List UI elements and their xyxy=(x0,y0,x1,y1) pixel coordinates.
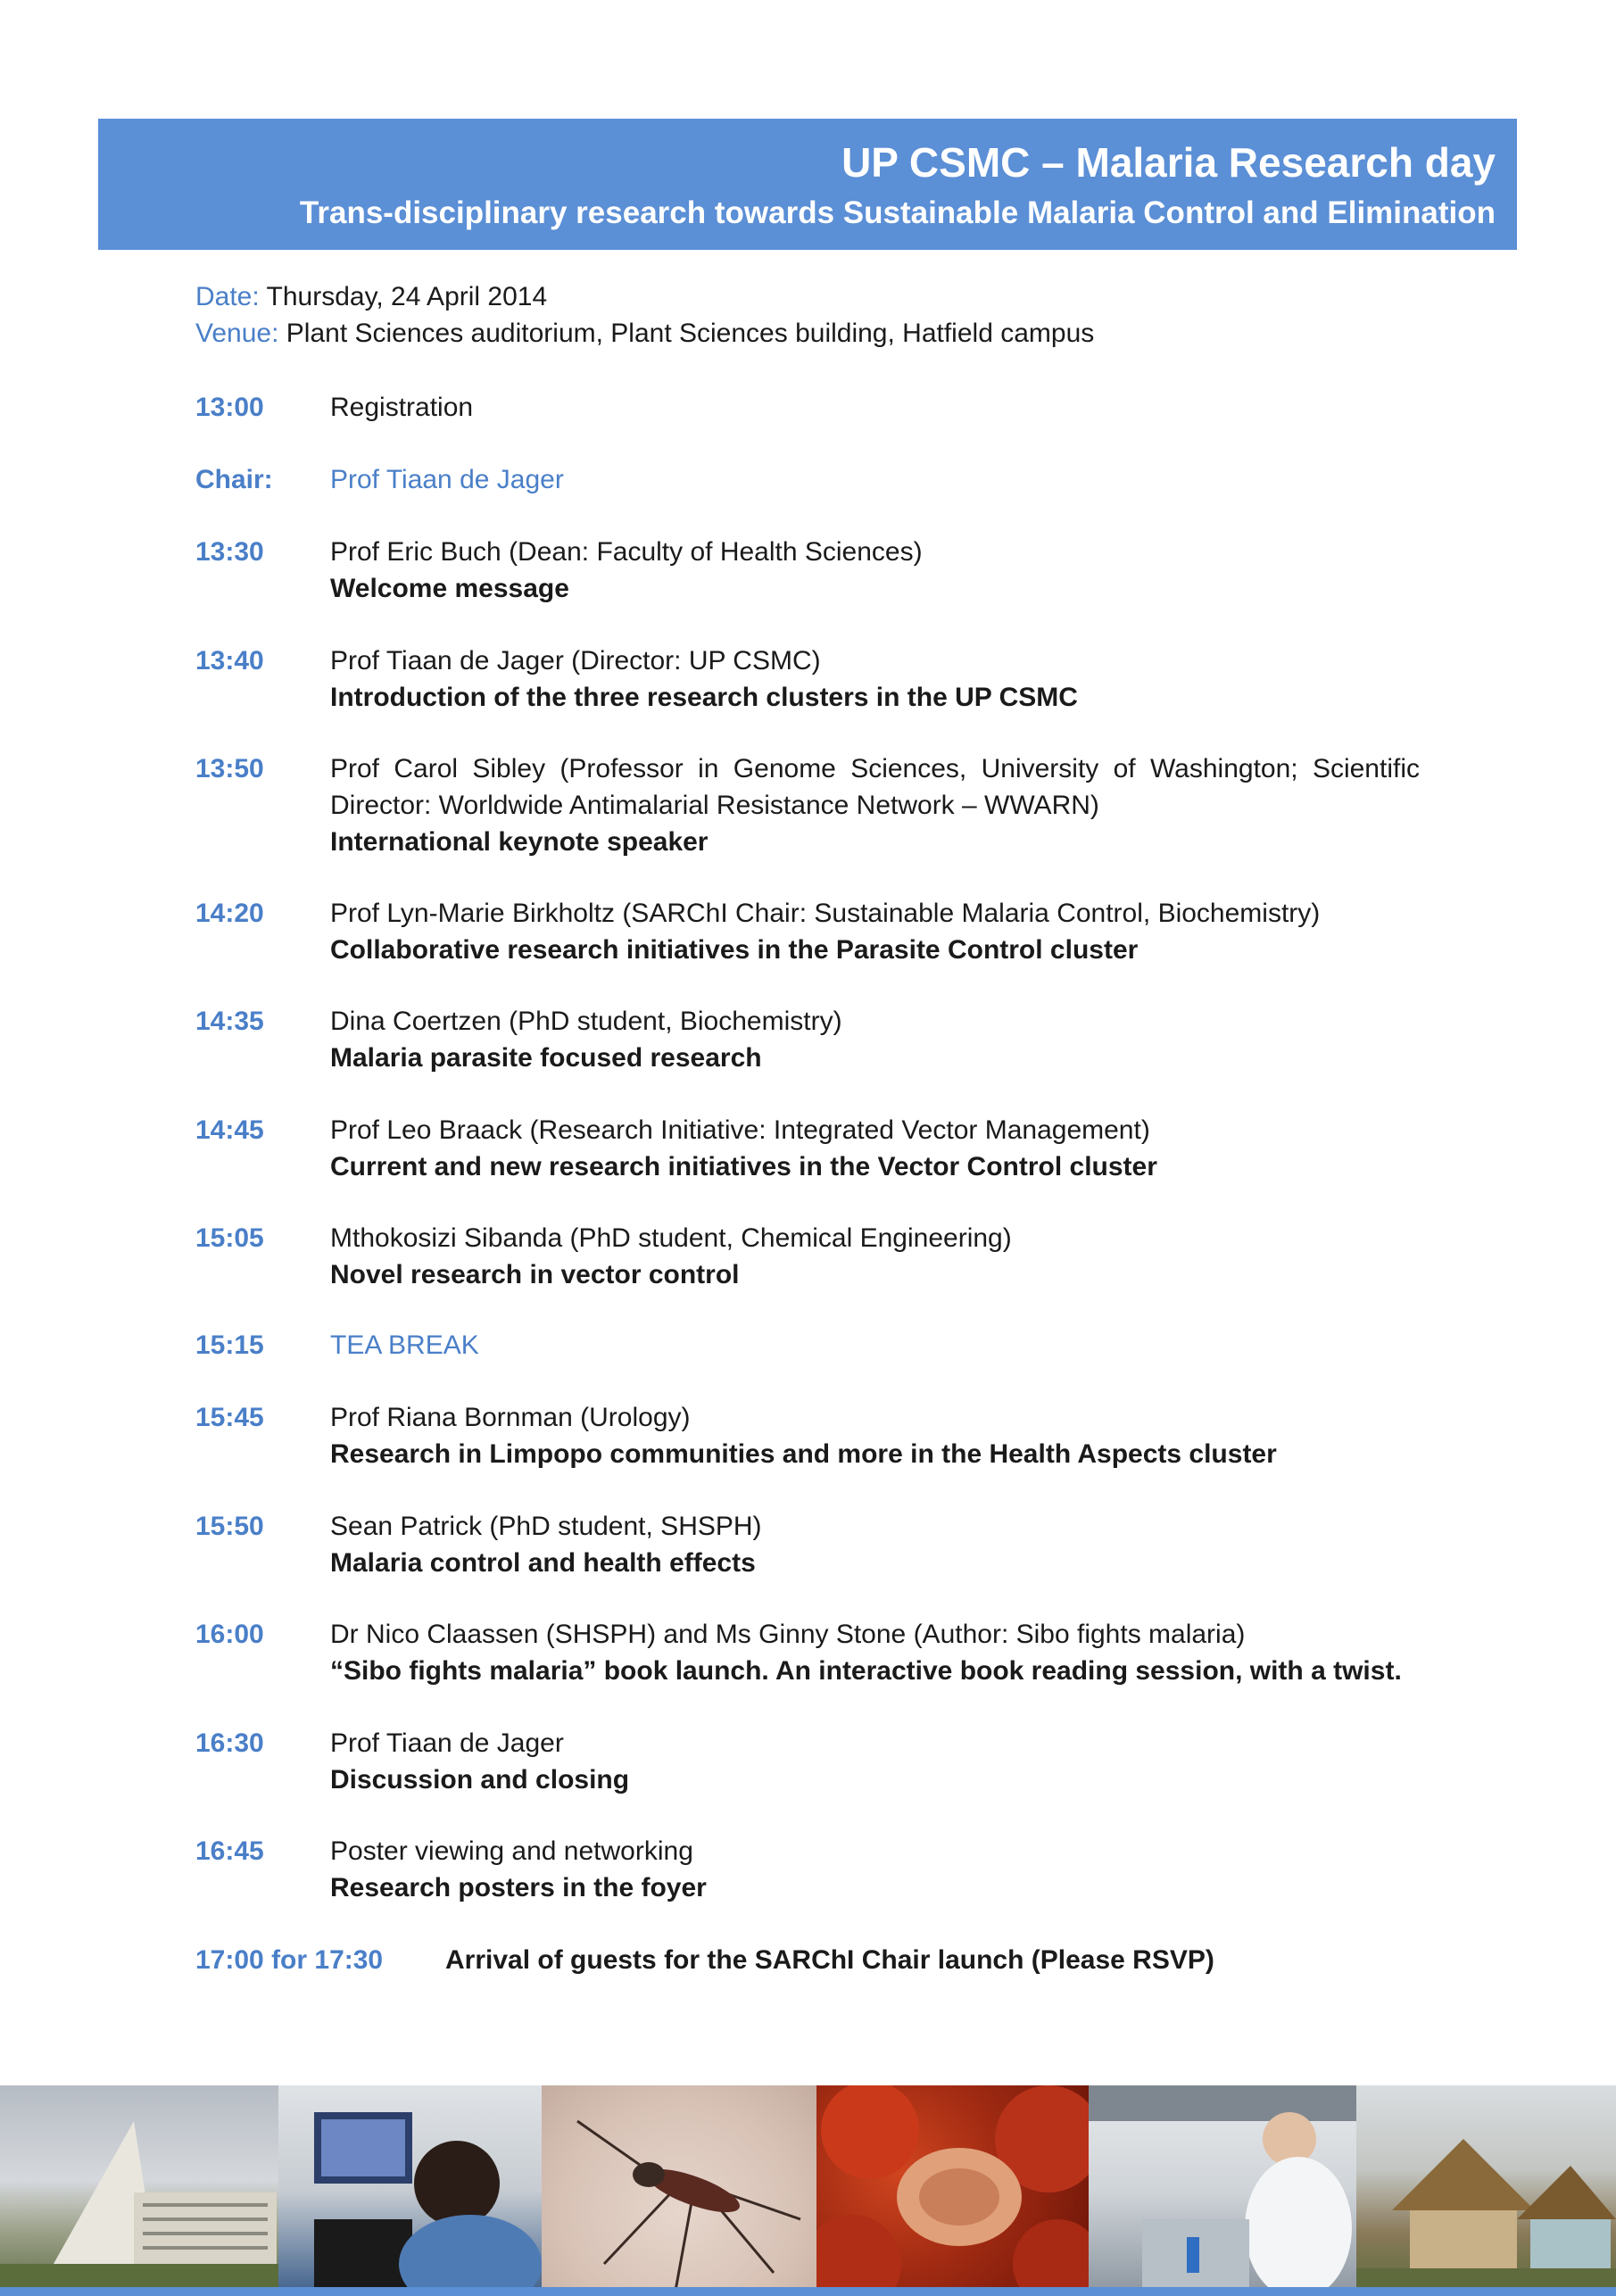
session-title: Malaria parasite focused research xyxy=(330,1043,762,1073)
session-time: 14:20 xyxy=(195,899,264,928)
venue-label: Venue: xyxy=(195,319,279,348)
session-time: 15:15 xyxy=(195,1330,264,1360)
session-speaker: Sean Patrick (PhD student, SHSPH) xyxy=(330,1512,762,1541)
session-title: Research in Limpopo communities and more in the Health Aspects cluster xyxy=(330,1439,1277,1469)
chair-label: Chair: xyxy=(195,465,273,494)
session-speaker: Prof Tiaan de Jager (Director: UP CSMC) xyxy=(330,646,821,676)
session-title: Novel research in vector control xyxy=(330,1260,740,1289)
chair-name: Prof Tiaan de Jager xyxy=(330,465,564,494)
session-speaker: Prof Eric Buch (Dean: Faculty of Health Sciences) xyxy=(330,537,923,567)
session-speaker: Prof Carol Sibley (Professor in Genome Sciences, University of Washington; Scientific Director: Worldwide Antimalarial Resistance Network – WWARN) xyxy=(330,754,1420,820)
session-title: International keynote speaker xyxy=(330,827,709,857)
session-title: Research posters in the foyer xyxy=(330,1873,707,1902)
date-value: Thursday, 24 April 2014 xyxy=(266,282,548,311)
laboratory-researcher-photo xyxy=(1089,2085,1356,2296)
building-photo xyxy=(0,2085,278,2296)
session-time: 15:50 xyxy=(195,1512,264,1541)
session-speaker: Prof Tiaan de Jager xyxy=(330,1728,564,1758)
session-time: 14:45 xyxy=(195,1115,264,1145)
red-blood-cells-photo xyxy=(816,2085,1089,2296)
photo-strip xyxy=(0,2085,1616,2296)
session-time: 16:30 xyxy=(195,1728,264,1758)
session-time: 17:00 for 17:30 xyxy=(195,1945,384,1975)
village-huts-photo xyxy=(1356,2085,1616,2296)
session-speaker: Dr Nico Claassen (SHSPH) and Ms Ginny Stone (Author: Sibo fights malaria) xyxy=(330,1620,1246,1649)
session-title: “Sibo fights malaria” book launch. An interactive book reading session, with a twist. xyxy=(330,1656,1402,1686)
page-title: UP CSMC – Malaria Research day xyxy=(841,139,1496,186)
page-subtitle: Trans-disciplinary research towards Sustainable Malaria Control and Elimination xyxy=(299,195,1496,230)
session-time: 14:35 xyxy=(195,1007,264,1036)
session-speaker: Mthokosizi Sibanda (PhD student, Chemical Engineering) xyxy=(330,1223,1012,1253)
venue-value: Plant Sciences auditorium, Plant Sciences building, Hatfield campus xyxy=(286,319,1095,348)
session-title: Collaborative research initiatives in the Parasite Control cluster xyxy=(330,935,1139,965)
session-time: 16:00 xyxy=(195,1620,264,1649)
session-speaker: Dina Coertzen (PhD student, Biochemistry) xyxy=(330,1007,842,1036)
session-time: 16:45 xyxy=(195,1836,264,1866)
session-time: 13:40 xyxy=(195,646,264,676)
session-title: Introduction of the three research clusters in the UP CSMC xyxy=(330,683,1078,712)
session-title: Malaria control and health effects xyxy=(330,1548,756,1578)
session-title: Current and new research initiatives in the Vector Control cluster xyxy=(330,1152,1157,1181)
session-title: Welcome message xyxy=(330,574,569,603)
session-time: 15:45 xyxy=(195,1403,264,1432)
lab-microscope-photo xyxy=(278,2085,542,2296)
session-speaker: Registration xyxy=(330,393,474,422)
session-time: 13:30 xyxy=(195,537,264,567)
session-speaker: Prof Leo Braack (Research Initiative: Integrated Vector Management) xyxy=(330,1115,1150,1145)
session-time: 15:05 xyxy=(195,1223,264,1253)
venue-line xyxy=(195,319,1094,349)
session-speaker: Prof Lyn-Marie Birkholtz (SARChI Chair: Sustainable Malaria Control, Biochemistry) xyxy=(330,899,1321,928)
header-banner xyxy=(98,119,1517,250)
session-speaker: Prof Riana Bornman (Urology) xyxy=(330,1403,691,1432)
session-title: Discussion and closing xyxy=(330,1765,630,1795)
mosquito-photo xyxy=(542,2085,816,2296)
session-title: Arrival of guests for the SARChI Chair launch (Please RSVP) xyxy=(445,1945,1214,1975)
session-time: 13:50 xyxy=(195,754,264,783)
session-time: 13:00 xyxy=(195,393,264,422)
tea-break-label: TEA BREAK xyxy=(330,1330,479,1360)
date-line xyxy=(195,282,547,312)
date-label: Date: xyxy=(195,282,260,311)
session-speaker: Poster viewing and networking xyxy=(330,1836,693,1866)
footer-bar xyxy=(0,2287,1616,2296)
